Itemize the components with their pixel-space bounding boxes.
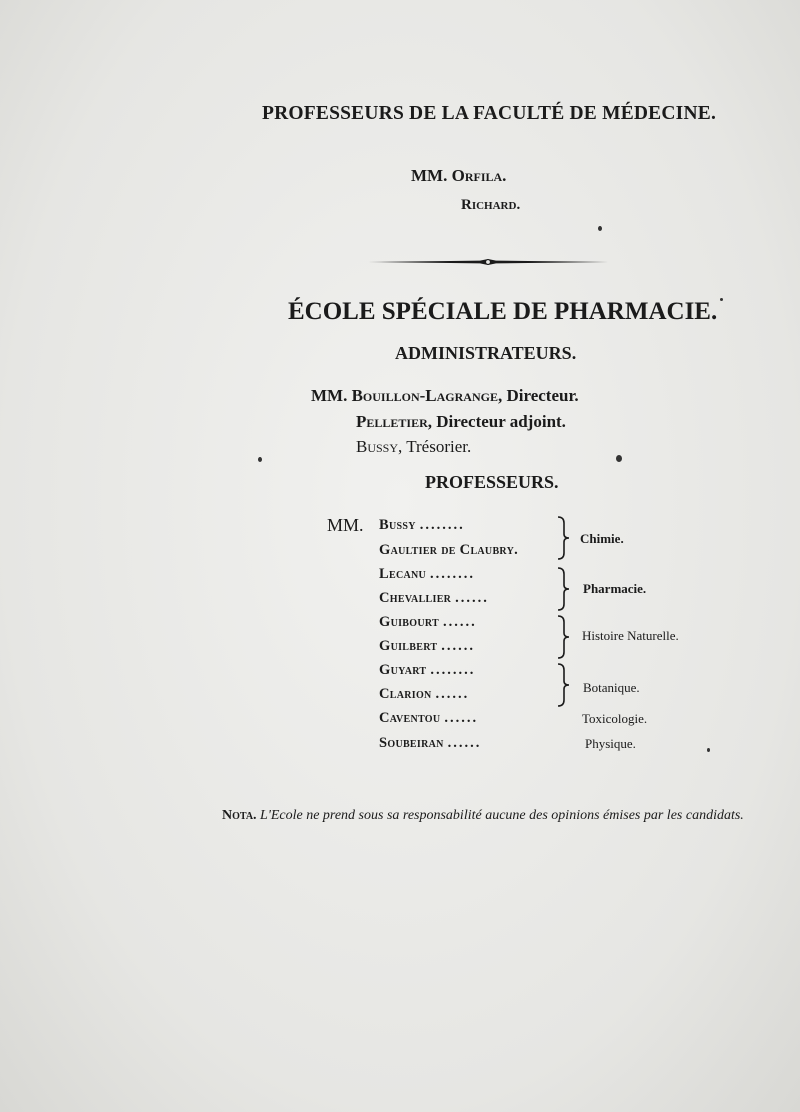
nota-text: L'Ecole ne prend sous sa responsabilité aucune des opinions émises par les candidats. [260, 808, 744, 823]
faculty-heading: PROFESSEURS DE LA FACULTÉ DE MÉDECINE. [262, 103, 717, 124]
subject-label: Histoire Naturelle. [582, 628, 679, 643]
professor-name: Orfila. [451, 166, 507, 185]
professor-row [379, 686, 469, 703]
professor-row [379, 542, 518, 559]
ink-speck [258, 457, 262, 462]
administrators-heading: ADMINISTRATEURS. [395, 343, 577, 363]
professor-row [379, 590, 489, 607]
subject-label: Pharmacie. [583, 581, 647, 596]
subject-label: Physique. [585, 736, 636, 751]
administrator-name: Bussy [356, 437, 399, 456]
leader-dots: ...... [447, 735, 482, 751]
leader-dots: ........ [419, 517, 465, 533]
administrator-line [356, 437, 471, 457]
mm-label: MM. [311, 386, 348, 405]
administrator-role: , Trésorier. [398, 437, 472, 456]
professor-name: Guyart [379, 662, 427, 678]
professor-row [379, 735, 481, 752]
leader-dots: ...... [442, 614, 477, 630]
administrator-line [356, 412, 566, 432]
mm-label: MM. [411, 166, 448, 185]
professor-name: Bussy [379, 517, 416, 533]
subject-label: Botanique. [583, 680, 640, 695]
administrator-name: Pelletier [356, 412, 428, 431]
professors-heading: PROFESSEURS. [425, 472, 559, 492]
brace [556, 662, 572, 708]
ink-speck [598, 226, 602, 231]
administrator-line [311, 386, 579, 406]
professor-name: Soubeiran [379, 735, 444, 751]
ink-speck [616, 455, 622, 462]
ink-speck [707, 748, 710, 752]
professor-row [379, 662, 475, 679]
administrator-role: , Directeur. [497, 386, 579, 405]
leader-dots: ...... [435, 686, 470, 702]
professor-row [379, 638, 475, 655]
subject-label: Toxicologie. [582, 711, 648, 726]
nota-paragraph [222, 803, 782, 829]
leader-dots: ...... [441, 638, 476, 654]
faculty-professor-line-1 [411, 166, 506, 186]
administrator-name: Bouillon-Lagrange [351, 386, 498, 405]
ecole-heading: ÉCOLE SPÉCIALE DE PHARMACIE. [288, 298, 718, 325]
professor-name: Caventou [379, 710, 441, 726]
professor-row [379, 710, 478, 727]
professor-name: Guibourt [379, 614, 440, 630]
subject-label: Chimie. [580, 531, 624, 546]
ornamental-rule [368, 258, 608, 266]
brace [556, 515, 572, 561]
professor-row [379, 566, 475, 583]
professor-name: Lecanu [379, 566, 427, 582]
brace [556, 566, 572, 612]
professor-name: Guilbert [379, 638, 438, 654]
professor-name: Chevallier [379, 590, 452, 606]
professor-name: Gaultier de Claubry. [379, 542, 519, 558]
brace [556, 614, 572, 660]
professor-name: Clarion [379, 686, 432, 702]
leader-dots: ........ [430, 662, 476, 678]
leader-dots: ...... [444, 710, 479, 726]
professor-row [379, 517, 465, 534]
professor-row [379, 614, 477, 631]
mm-label: MM. [327, 515, 364, 535]
administrator-role: , Directeur adjoint. [427, 412, 566, 431]
professor-name: Richard. [461, 197, 521, 213]
leader-dots: ........ [429, 566, 475, 582]
nota-label: Nota. [222, 808, 257, 823]
faculty-professor-line-2 [461, 197, 520, 214]
leader-dots: ...... [455, 590, 489, 606]
ink-speck [720, 298, 723, 301]
